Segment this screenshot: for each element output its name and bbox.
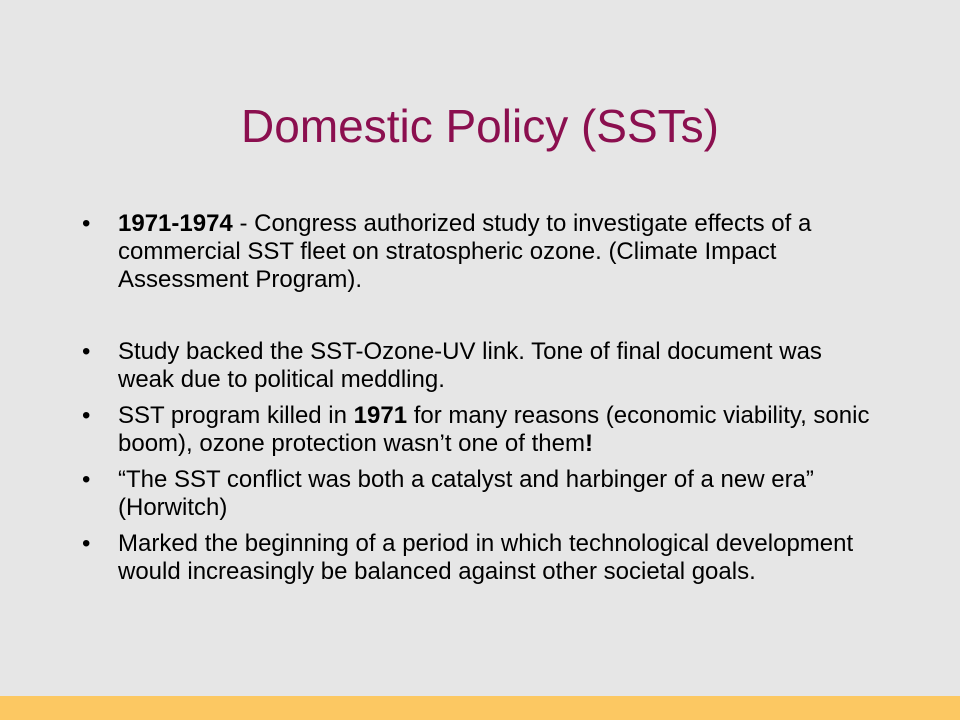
bullet-item (80, 530, 880, 586)
bullet-dot: • (82, 210, 91, 237)
bullet-bold-year: 1971 (353, 402, 408, 429)
bullet-bold-date: 1971-1974 (118, 210, 233, 237)
bullet-dot: • (82, 338, 91, 365)
bullet-text: Marked the beginning of a period in which technological development would increasingly be balanced against other societal goals. (118, 530, 854, 585)
bullet-text: for many reasons (economic viability, sonic boom), ozone protection wasn’t one of them (118, 402, 870, 457)
bullet-text: “The SST conflict was both a catalyst and harbinger of a new era” (Horwitch) (118, 466, 814, 521)
bullet-bold-exclamation: ! (584, 430, 593, 457)
bullet-dot: • (82, 466, 91, 493)
bullet-item (80, 466, 880, 522)
bullet-dot: • (82, 530, 91, 557)
bottom-accent-bar (0, 696, 960, 720)
bullet-text: SST program killed in (118, 402, 354, 429)
bullet-item (80, 338, 880, 394)
bullet-text: Study backed the SST-Ozone-UV link. Tone of final document was weak due to political meddling. (118, 338, 822, 393)
bullet-list (80, 210, 880, 586)
bullet-item (80, 402, 880, 458)
bullet-dot: • (82, 402, 91, 429)
bullet-text: - Congress authorized study to investigate effects of a commercial SST fleet on stratospheric ozone. (Climate Impact Assessment Program). (118, 210, 812, 293)
slide-title: Domestic Policy (SSTs) (241, 100, 719, 152)
bullet-item (80, 210, 880, 294)
